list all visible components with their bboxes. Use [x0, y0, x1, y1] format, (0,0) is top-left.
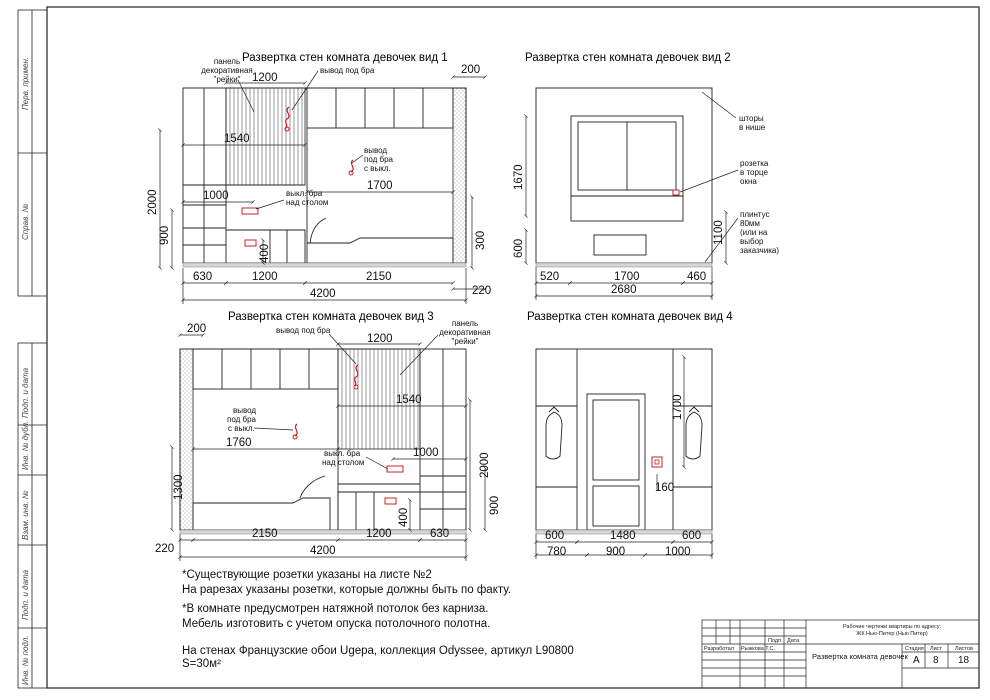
v4-dim-1700: 1700	[672, 394, 684, 420]
v3-panel-label-1: панель	[451, 319, 479, 328]
tb-h-sheets: Листов	[955, 646, 973, 652]
v3-sconce-out-label: вывод под бра	[276, 326, 331, 335]
tb-sheet-title: Развертка комната девочек	[812, 652, 908, 661]
v2-socket-1: розетка	[740, 159, 769, 168]
view2-title: Развертка стен комната девочек вид 2	[525, 52, 731, 64]
stamp-podp2: Подп. и дата	[21, 569, 30, 620]
v3-dim-4200: 4200	[310, 545, 336, 557]
stamp-sprav: Справ. №	[21, 203, 30, 240]
v1-dim-4200: 4200	[310, 288, 336, 300]
note-line-2: На рарезах указаны розетки, которые должны быть по факту.	[182, 584, 512, 596]
v1-panel-label-2: декоративная	[201, 66, 253, 75]
v4-dim-160: 160	[655, 482, 675, 494]
v1-panel-label-1: панель	[213, 57, 241, 66]
v4-dim-1480: 1480	[610, 530, 636, 542]
v2-plinth-5: заказчика)	[740, 246, 779, 255]
v3-dim-220: 220	[155, 543, 175, 555]
view-1	[147, 52, 491, 304]
tb-sheet: 8	[933, 655, 939, 666]
v3-dim-1540: 1540	[396, 394, 422, 406]
v1-dim-900: 900	[159, 225, 171, 245]
v2-plinth-2: 80мм	[740, 219, 760, 228]
v1-dim-300: 300	[475, 230, 487, 250]
v1-dim-1540: 1540	[224, 133, 250, 145]
v2-curtain-2: в нише	[739, 123, 766, 132]
v3-dim-200: 200	[187, 323, 207, 335]
v4-dim-600a: 600	[545, 530, 565, 542]
v1-panel-label-3: "рейки"	[213, 75, 241, 84]
v1-dim-200: 200	[461, 64, 481, 76]
tb-col-date: Дата	[787, 638, 800, 644]
v2-socket-2: в торце	[740, 168, 768, 177]
v1-dim-1200b: 1200	[252, 271, 278, 283]
tb-role: Разработал	[704, 646, 734, 652]
v2-plinth-4: выбор	[740, 237, 764, 246]
v3-panel-label-2: декоративная	[439, 328, 491, 337]
v2-dim-2680: 2680	[611, 284, 637, 296]
view4-title: Развертка стен комната девочек вид 4	[527, 311, 733, 323]
stamp-podp1: Подп. и дата	[21, 367, 30, 418]
stamp-dubl: Инв. № дубл.	[21, 420, 30, 470]
v3-dim-400: 400	[398, 507, 410, 527]
view-2	[513, 52, 779, 300]
tb-author: Рыжкова Т.С.	[741, 646, 776, 652]
note-line-3: *В комнате предусмотрен натяжной потолок без карниза.	[182, 603, 489, 615]
tb-h-sheet: Лист	[930, 646, 942, 652]
v3-dim-630: 630	[430, 528, 450, 540]
v2-dim-600: 600	[513, 238, 525, 258]
view3-title: Развертка стен комната девочек вид 3	[228, 311, 434, 323]
v3-dim-1200: 1200	[367, 333, 393, 345]
stamp-podl: Инв. № подл.	[21, 635, 30, 685]
v2-plinth-3: (или на	[740, 228, 768, 237]
v2-dim-1700: 1700	[614, 271, 640, 283]
v1-dim-220: 220	[472, 285, 492, 297]
v2-socket-3: окна	[740, 177, 757, 186]
v1-dim-2150: 2150	[366, 271, 392, 283]
view-3	[155, 311, 501, 561]
v2-dim-1670: 1670	[513, 164, 525, 190]
tb-col-sign: Подп.	[768, 638, 783, 644]
v1-sconce-sw-1: вывод	[364, 146, 388, 155]
v1-desk-sw-2: над столом	[286, 198, 329, 207]
v3-dim-1760: 1760	[226, 437, 252, 449]
view1-title: Развертка стен комната девочек вид 1	[242, 52, 448, 64]
v4-dim-780: 780	[547, 546, 567, 558]
v1-dim-1000: 1000	[203, 190, 229, 202]
v3-sconce-sw-1: вывод	[233, 406, 257, 415]
note-line-6: S=30м²	[182, 658, 221, 670]
v1-sconce-out-label: вывод под бра	[320, 66, 375, 75]
v3-desk-sw-2: над столом	[322, 458, 365, 467]
v4-dim-1000: 1000	[665, 546, 691, 558]
tb-stage: А	[913, 655, 920, 666]
stamp-vzam: Взам. инв. №	[21, 490, 30, 540]
v2-dim-520: 520	[540, 271, 560, 283]
note-line-4: Мебель изготовить с учетом опуска потолочного полотна.	[182, 618, 491, 630]
v1-sconce-sw-2: под бра	[364, 155, 393, 164]
v3-dim-2150: 2150	[252, 528, 278, 540]
note-line-5: На стенах Французские обои Ugepa, коллекция Odyssee, артикул L90800	[182, 645, 574, 657]
v2-dim-1100: 1100	[713, 220, 725, 245]
v2-curtain-1: шторы	[739, 114, 764, 123]
v3-dim-900: 900	[489, 495, 501, 515]
v3-desk-sw-1: выкл. бра	[324, 449, 361, 458]
v1-dim-1700: 1700	[367, 180, 393, 192]
tb-project-2: ЖК Нью-Питер (Нью Питер)	[856, 631, 928, 637]
tb-sheets: 18	[958, 655, 970, 666]
v1-dim-1200: 1200	[252, 72, 278, 84]
v3-sconce-sw-3: с выкл.	[228, 424, 255, 433]
v1-dim-630: 630	[193, 271, 213, 283]
v4-dim-600b: 600	[682, 530, 702, 542]
v3-panel-label-3: "рейки"	[451, 337, 479, 346]
v2-plinth-1: плинтус	[740, 210, 770, 219]
v3-sconce-sw-2: под бра	[227, 415, 256, 424]
v2-dim-460: 460	[687, 271, 707, 283]
tb-project-1: Рабочие чертежи квартиры по адресу:	[842, 624, 942, 630]
view-4	[527, 311, 733, 559]
v1-desk-sw-1: выкл. бра	[286, 189, 323, 198]
note-line-1: *Существующие розетки указаны на листе №2	[182, 569, 432, 581]
v1-sconce-sw-3: с выкл.	[364, 164, 391, 173]
stamp-perv: Перв. примен.	[21, 56, 30, 110]
v3-dim-2000: 2000	[479, 452, 491, 478]
v4-dim-900: 900	[606, 546, 626, 558]
v1-dim-400: 400	[259, 243, 271, 263]
tb-h-stage: Стадия	[905, 646, 924, 652]
v3-dim-1000: 1000	[413, 447, 439, 459]
v3-dim-1300: 1300	[173, 474, 185, 500]
v3-dim-1200b: 1200	[366, 528, 392, 540]
v1-dim-2000: 2000	[147, 189, 159, 215]
